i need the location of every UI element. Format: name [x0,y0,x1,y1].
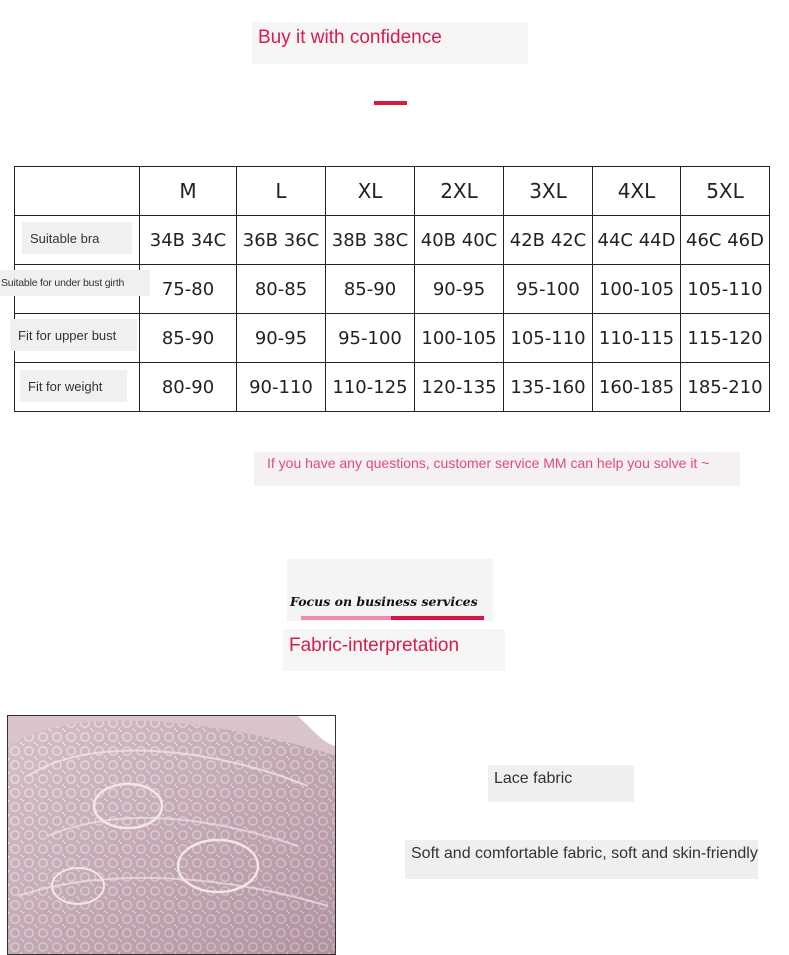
table-cell: 105-110 [681,265,770,314]
row-label-cell [15,314,140,363]
service-banner-box [287,559,493,621]
table-cell: 135-160 [504,363,593,412]
table-cell: 95-100 [504,265,593,314]
fabric-name: Lace fabric [494,770,573,787]
row-label: Fit for weight [20,370,127,402]
header-title: Buy it with confidence [258,27,442,48]
table-cell: 90-95 [415,265,504,314]
table-cell: 46C 46D [681,216,770,265]
table-row [15,314,770,363]
table-cell: 100-105 [593,265,681,314]
row-label-cell [1,265,140,314]
header-accent-bar [374,101,407,105]
customer-service-notice: If you have any questions, customer service MM can help you solve it ~ [267,455,710,471]
table-cell: 85-90 [140,314,237,363]
table-cell: 100-105 [415,314,504,363]
table-cell: 115-120 [681,314,770,363]
size-header-cell: 5XL [681,167,770,216]
row-label: Fit for upper bust [10,319,137,351]
fabric-section-title: Fabric-interpretation [289,635,460,656]
table-row [15,216,770,265]
lace-fabric-image [7,715,336,955]
size-header-cell: L [237,167,326,216]
table-cell: 110-115 [593,314,681,363]
size-header-row [15,167,770,216]
table-cell: 185-210 [681,363,770,412]
table-cell: 75-80 [140,265,237,314]
table-cell: 85-90 [326,265,415,314]
size-header-cell: 3XL [504,167,593,216]
service-banner-text: Focus on business services [290,594,478,609]
table-cell: 160-185 [593,363,681,412]
table-cell: 105-110 [504,314,593,363]
table-cell: 95-100 [326,314,415,363]
table-cell: 90-110 [237,363,326,412]
service-underline-pink [301,616,391,620]
size-header-cell: 4XL [593,167,681,216]
table-cell: 110-125 [326,363,415,412]
table-row [15,265,770,314]
table-cell: 38B 38C [326,216,415,265]
row-label: Suitable for under bust girth [0,270,150,296]
table-cell: 44C 44D [593,216,681,265]
row-label: Suitable bra [22,222,132,254]
table-cell: 40B 40C [415,216,504,265]
size-header-cell: 2XL [415,167,504,216]
table-cell: 80-90 [140,363,237,412]
table-cell: 42B 42C [504,216,593,265]
corner-cell [15,167,140,216]
fabric-description: Soft and comfortable fabric, soft and skin-friendly [411,845,758,862]
lace-bra-illustration [8,716,336,955]
table-cell: 80-85 [237,265,326,314]
row-label-cell [15,363,140,412]
table-cell: 36B 36C [237,216,326,265]
table-cell: 90-95 [237,314,326,363]
table-cell: 34B 34C [140,216,237,265]
service-underline-red [391,616,484,620]
size-header-cell: XL [326,167,415,216]
size-chart-table [1,166,770,412]
row-label-cell [15,216,140,265]
table-cell: 120-135 [415,363,504,412]
size-header-cell: M [140,167,237,216]
table-row [15,363,770,412]
